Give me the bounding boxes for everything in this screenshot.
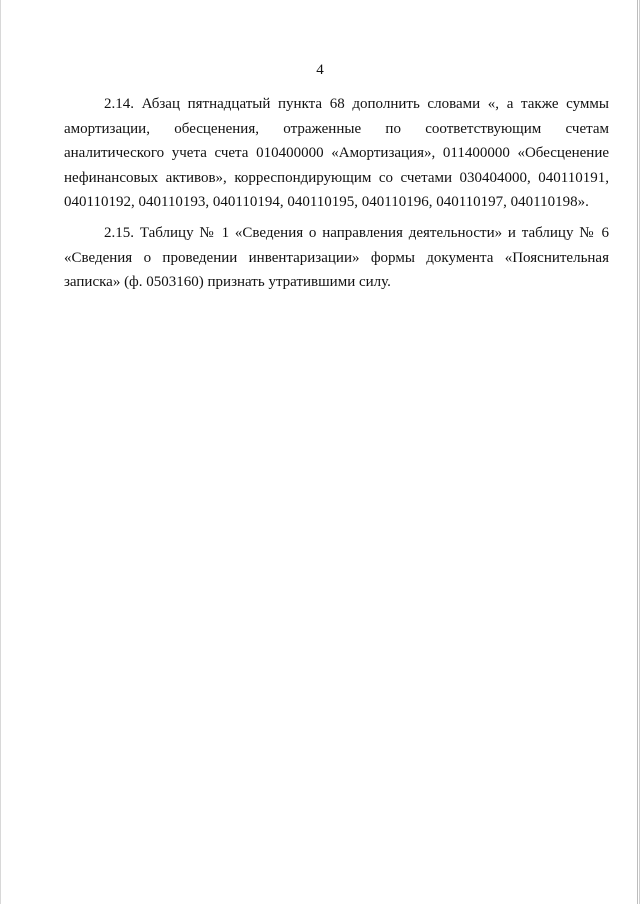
paragraph-line: 2.15. Таблицу № 1 «Сведения о направления деятельности» и таблицу № 6 — [104, 225, 609, 241]
paragraph-line: 2.14. Абзац пятнадцатый пункта 68 дополнить словами «, а также суммы — [104, 96, 609, 112]
paragraph-2-14 — [64, 92, 609, 215]
paragraph-line: «Сведения о проведении инвентаризации» формы документа «Пояснительная — [64, 249, 609, 266]
paragraph-line: нефинансовых активов», корреспондирующим со счетами 030404000, 040110191, — [64, 169, 609, 186]
paragraph-line: 040110192, 040110193, 040110194, 040110195, 040110196, 040110197, 040110198». — [64, 194, 589, 210]
paragraph-line: аналитического учета счета 010400000 «Амортизация», 011400000 «Обесценение — [64, 145, 609, 161]
paragraph-line: записка» (ф. 0503160) признать утратившими силу. — [64, 274, 391, 290]
page-number: 4 — [316, 62, 324, 78]
scan-edge — [637, 0, 638, 904]
paragraph-line: амортизации, обесценения, отраженные по соответствующим счетам — [64, 120, 609, 137]
paragraph-2-15 — [64, 221, 609, 295]
